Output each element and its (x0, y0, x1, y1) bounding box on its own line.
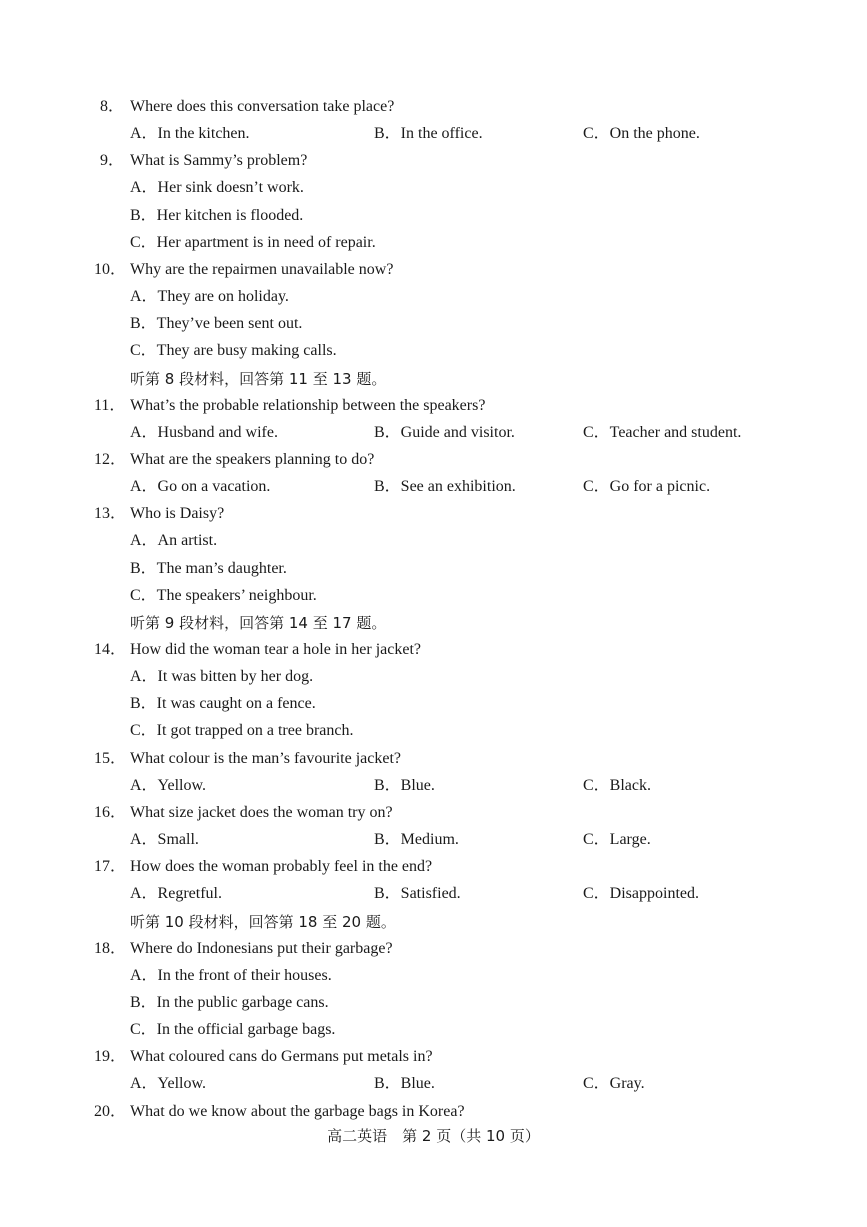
answer-option: A．Yellow. (130, 777, 207, 794)
answer-option: B．Medium. (374, 831, 459, 848)
section-instruction: 听第 8 段材料，回答第 11 至 13 题。 (130, 370, 387, 388)
question-number: 19． (94, 1048, 127, 1065)
answer-option: C．Disappointed. (583, 885, 699, 902)
answer-option: C．Black. (583, 777, 651, 794)
answer-option: B．In the office. (374, 125, 483, 142)
answer-option: A．Go on a vacation. (130, 478, 271, 495)
question-number: 8． (99, 98, 124, 115)
answer-option: A．Husband and wife. (130, 424, 278, 441)
answer-option: B．See an exhibition. (374, 478, 516, 495)
answer-option: C．Large. (583, 831, 651, 848)
question-number: 17． (94, 858, 127, 875)
question-number: 10． (94, 261, 127, 278)
question-number: 12． (94, 451, 127, 468)
answer-option: C．In the official garbage bags. (130, 1021, 336, 1038)
answer-option: A．In the front of their houses. (130, 967, 332, 984)
question-text: Who is Daisy? (130, 505, 225, 522)
answer-option: B．In the public garbage cans. (130, 994, 329, 1011)
answer-option: B．The man’s daughter. (130, 560, 287, 577)
question-text: What coloured cans do Germans put metals in? (130, 1048, 433, 1065)
question-text: How did the woman tear a hole in her jacket? (130, 641, 421, 658)
answer-option: A．They are on holiday. (130, 288, 289, 305)
answer-option: C．Go for a picnic. (583, 478, 711, 495)
question-text: What colour is the man’s favourite jacket? (130, 750, 402, 767)
answer-option: A．In the kitchen. (130, 125, 250, 142)
question-number: 11． (94, 397, 126, 414)
answer-option: C．On the phone. (583, 125, 700, 142)
answer-option: C．It got trapped on a tree branch. (130, 722, 354, 739)
question-number: 20． (94, 1103, 127, 1120)
answer-option: B．It was caught on a fence. (130, 695, 316, 712)
section-instruction: 听第 10 段材料，回答第 18 至 20 题。 (130, 913, 396, 931)
answer-option: A．Small. (130, 831, 199, 848)
question-number: 13． (94, 505, 127, 522)
question-text: What’s the probable relationship between the speakers? (130, 397, 486, 414)
question-text: What are the speakers planning to do? (130, 451, 375, 468)
question-text: Why are the repairmen unavailable now? (130, 261, 394, 278)
question-number: 18． (94, 940, 127, 957)
answer-option: A．Yellow. (130, 1075, 207, 1092)
question-text: What size jacket does the woman try on? (130, 804, 393, 821)
question-text: What do we know about the garbage bags in Korea? (130, 1103, 465, 1120)
answer-option: A．Regretful. (130, 885, 222, 902)
answer-option: B．Guide and visitor. (374, 424, 515, 441)
question-number: 9． (99, 152, 124, 169)
question-text: Where does this conversation take place? (130, 98, 395, 115)
answer-option: B．Blue. (374, 1075, 435, 1092)
answer-option: C．The speakers’ neighbour. (130, 587, 317, 604)
answer-option: A．It was bitten by her dog. (130, 668, 314, 685)
question-text: Where do Indonesians put their garbage? (130, 940, 393, 957)
answer-option: C．Her apartment is in need of repair. (130, 234, 376, 251)
answer-option: B．Her kitchen is flooded. (130, 207, 304, 224)
answer-option: C．Gray. (583, 1075, 645, 1092)
section-instruction: 听第 9 段材料，回答第 14 至 17 题。 (130, 614, 387, 632)
answer-option: B．They’ve been sent out. (130, 315, 303, 332)
question-number: 14． (94, 641, 127, 658)
answer-option: A．Her sink doesn’t work. (130, 179, 304, 196)
answer-option: C．Teacher and student. (583, 424, 742, 441)
answer-option: B．Satisfied. (374, 885, 461, 902)
answer-option: C．They are busy making calls. (130, 342, 337, 359)
question-text: What is Sammy’s problem? (130, 152, 308, 169)
question-number: 15． (94, 750, 127, 767)
answer-option: A．An artist. (130, 532, 218, 549)
answer-option: B．Blue. (374, 777, 435, 794)
question-number: 16． (94, 804, 127, 821)
page-footer: 高二英语 第 2 页（共 10 页） (327, 1127, 540, 1145)
question-text: How does the woman probably feel in the end? (130, 858, 433, 875)
